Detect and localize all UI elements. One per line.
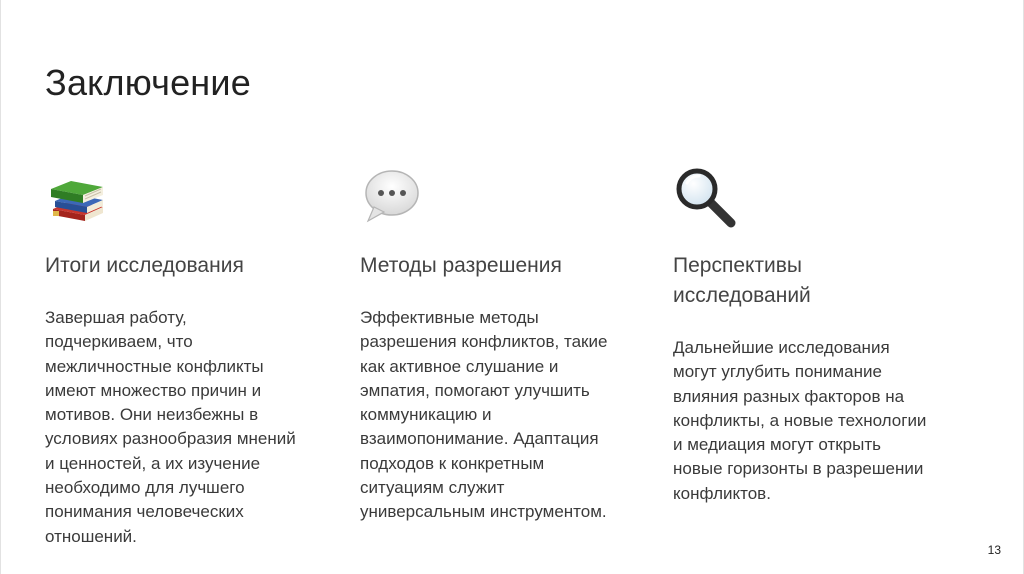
column-methods — [360, 165, 640, 525]
column-text: Завершая работу, подчеркиваем, что межличностные конфликты имеют множество причин и мотивов. Они неизбежны в условиях разнообразия мнений и ценностей, а их изучение необходимо для лучшего понимания человеческих отношений. — [45, 308, 296, 546]
column-heading: Перспективы исследований — [673, 254, 811, 307]
page-number: 13 — [987, 543, 1001, 557]
column-text: Дальнейшие исследования могут углубить понимание влияния разных факторов на конфликты, а новые технологии и медиация могут открыть новые горизонты в разрешении конфликтов. — [673, 338, 927, 503]
column-summary — [45, 165, 325, 549]
books-icon — [45, 165, 109, 229]
column-heading: Итоги исследования — [45, 254, 244, 277]
magnifying-glass-icon — [673, 165, 737, 229]
column-perspectives — [673, 165, 953, 506]
slide-title: Заключение — [45, 62, 251, 103]
speech-bubble-icon — [360, 165, 424, 229]
column-text: Эффективные методы разрешения конфликтов, такие как активное слушание и эмпатия, помогают улучшить коммуникацию и взаимопонимание. Адаптация подходов к конкретным ситуациям служит универсальным инструментом. — [360, 308, 608, 522]
column-heading: Методы разрешения — [360, 254, 562, 277]
